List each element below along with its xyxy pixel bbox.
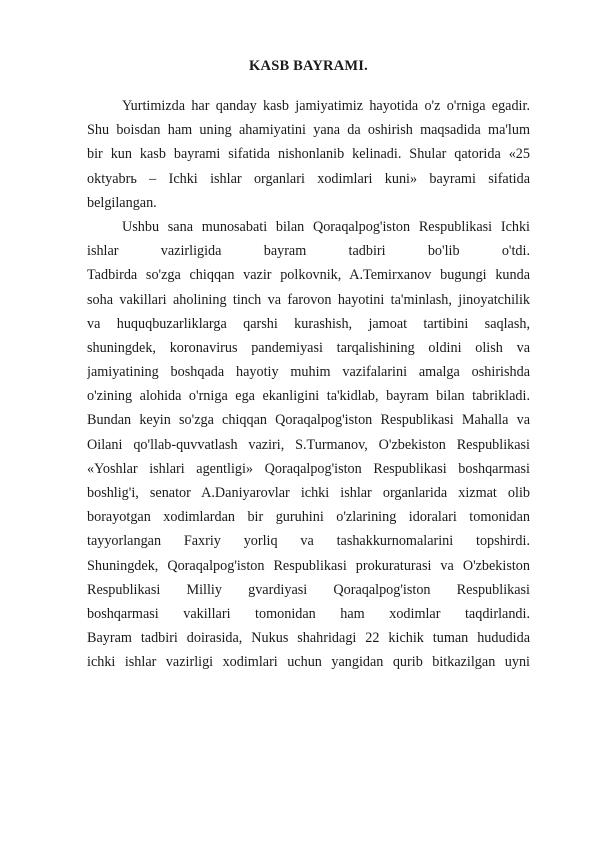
text-line: Shu boisdan ham uning ahamiyatini yana da oshirish maqsadida ma'lum [87, 122, 530, 139]
text-line: o'zining alohida o'rniga ega ekanligini ta'kidlab, bayram bilan tabrikladi. [87, 388, 530, 405]
text-line: ichki ishlar vazirligi xodimlari uchun yangidan qurib bitkazilgan uyni [87, 654, 530, 671]
text-line: belgilangan. [87, 194, 157, 211]
document-body [87, 94, 530, 675]
text-line: boshlig'i, senator A.Daniyarovlar ichki ishlar organlarida xizmat olib [87, 485, 530, 501]
text-line: boshqarmasi vakillari tomonidan ham xodimlar taqdirlandi. [87, 605, 530, 622]
text-line: shuningdek, koronavirus pandemiyasi tarqalishining oldini olish va [87, 339, 530, 356]
document-page [87, 56, 530, 675]
text-line: soha vakillari aholining tinch va farovon hayotini ta'minlash, jinoyatchilik [87, 291, 530, 308]
text-line: Ushbu sana munosabati bilan Qoraqalpog'iston Respublikasi Ichki [122, 218, 530, 235]
text-line: jamiyatining boshqada hayotiy muhim vazifalarini amalga oshirishda [87, 364, 530, 381]
text-line: Tadbirda so'zga chiqqan vazir polkovnik, A.Temirxanov bugungi kunda [87, 267, 530, 284]
text-line: borayotgan xodimlardan bir guruhini o'zlarining idoralari tomonidan [87, 509, 530, 526]
text-line: Bayram tadbiri doirasida, Nukus shahridagi 22 kichik tuman hududida [87, 630, 530, 647]
text-line: «Yoshlar ishlari agentligi» Qoraqalpog'iston Respublikasi boshqarmasi [87, 460, 530, 477]
text-line: Oilani qo'llab-quvvatlash vaziri, S.Turmanov, O'zbekiston Respublikasi [87, 436, 530, 453]
text-line: va huquqbuzarliklarga qarshi kurashish, jamoat tartibini saqlash, [87, 315, 530, 332]
document-title: KASB BAYRAMI. [249, 58, 368, 74]
text-line: oktyabrь – Ichki ishlar organlari xodimlari kuni» bayrami sifatida [87, 170, 530, 187]
text-line: bir kun kasb bayrami sifatida nishonlanib kelinadi. Shular qatorida «25 [87, 146, 530, 163]
text-line: tayyorlangan Faxriy yorliq va tashakkurnomalarini topshirdi. [87, 533, 530, 550]
text-line: Bundan keyin so'zga chiqqan Qoraqalpog'iston Respublikasi Mahalla va [87, 412, 530, 429]
text-line: ishlar vazirligida bayram tadbiri bo'lib o'tdi. [87, 243, 530, 260]
text-line: Yurtimizda har qanday kasb jamiyatimiz hayotida o'z o'rniga egadir. [122, 98, 530, 114]
text-line: Shuningdek, Qoraqalpog'iston Respublikasi prokuraturasi va O'zbekiston [87, 557, 530, 574]
text-line: Respublikasi Milliy gvardiyasi Qoraqalpog'iston Respublikasi [87, 581, 530, 598]
